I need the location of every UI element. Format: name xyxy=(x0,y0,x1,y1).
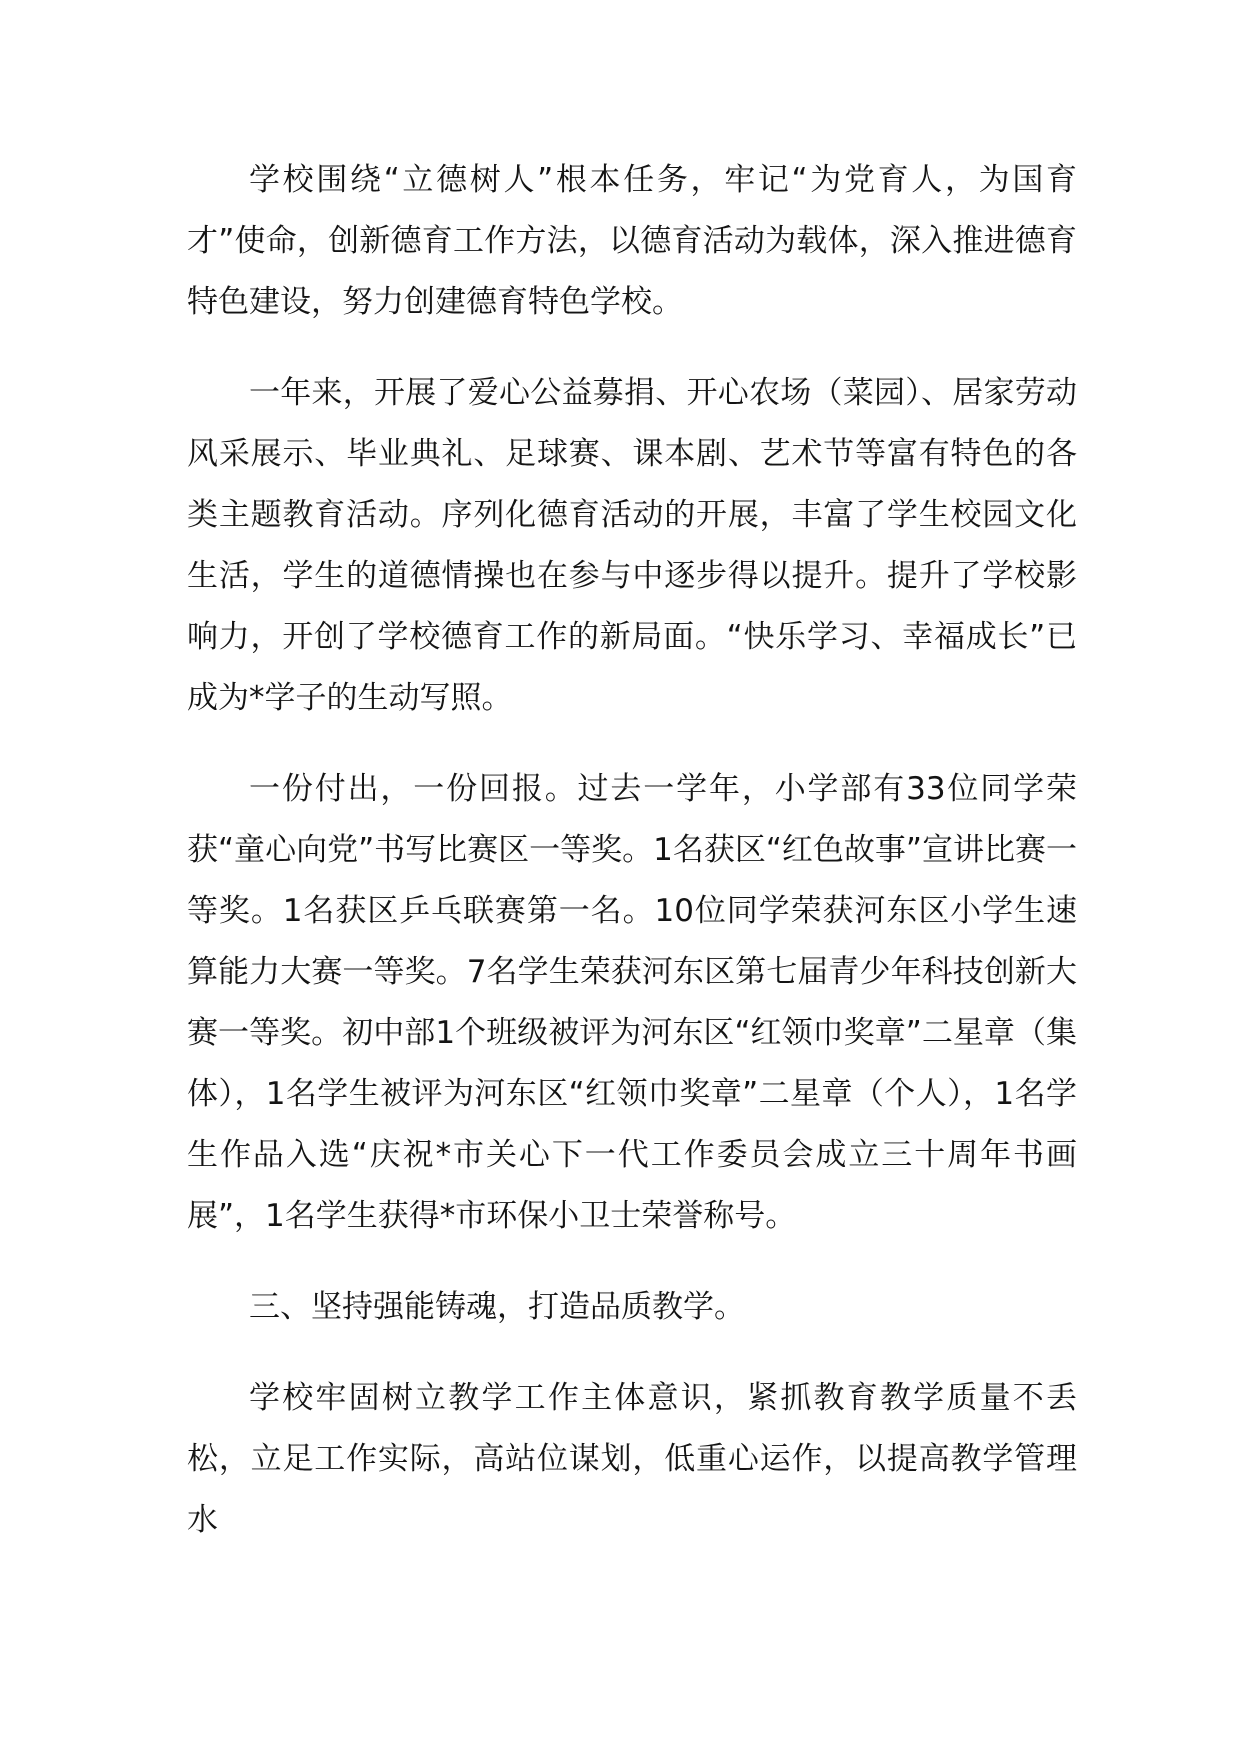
document-body xyxy=(187,150,1077,1581)
paragraph-moral-education-mission: 学校围绕“立德树人”根本任务，牢记“为党育人，为国育才”使命，创新德育工作方法，以德育活动为载体，深入推进德育特色建设，努力创建德育特色学校。 xyxy=(187,162,1077,320)
section-heading-teaching-quality: 三、坚持强能铸魂，打造品质教学。 xyxy=(249,1289,745,1325)
paragraph-activities-summary: 一年来，开展了爱心公益募捐、开心农场（菜园）、居家劳动风采展示、毕业典礼、足球赛、课本剧、艺术节等富有特色的各类主题教育活动。序列化德育活动的开展，丰富了学生校园文化生活，学生的道德情操也在参与中逐步得以提升。提升了学校影响力，开创了学校德育工作的新局面。“快乐学习、幸福成长”已成为*学子的生动写照。 xyxy=(187,375,1077,716)
paragraph-teaching-management: 学校牢固树立教学工作主体意识，紧抓教育教学质量不丢松，立足工作实际，高站位谋划，低重心运作，以提高教学管理水 xyxy=(187,1380,1077,1538)
paragraph-student-awards: 一份付出，一份回报。过去一学年，小学部有33位同学荣获“童心向党”书写比赛区一等奖。1名获区“红色故事”宣讲比赛一等奖。1名获区乒乓联赛第一名。10位同学荣获河东区小学生速算能力大赛一等奖。7名学生荣获河东区第七届青少年科技创新大赛一等奖。初中部1个班级被评为河东区“红领巾奖章”二星章（集体），1名学生被评为河东区“红领巾奖章”二星章（个人），1名学生作品入选“庆祝*市关心下一代工作委员会成立三十周年书画展”，1名学生获得*市环保小卫士荣誉称号。 xyxy=(187,771,1077,1234)
